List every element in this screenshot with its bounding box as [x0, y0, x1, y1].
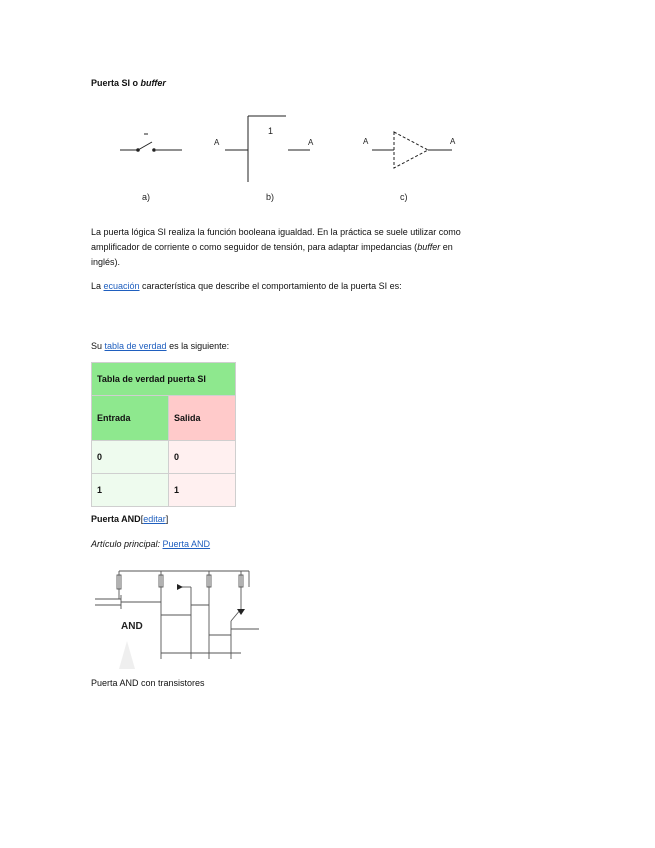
ansi-buffer-symbol	[372, 132, 452, 168]
header-salida: Salida	[169, 396, 236, 441]
edit-bracket-open: [	[140, 514, 144, 524]
paragraph-text: en	[440, 242, 453, 252]
watermark-shape	[119, 641, 135, 669]
truth-table	[91, 362, 236, 507]
table-title: Tabla de verdad puerta SI	[92, 363, 236, 396]
header-entrada: Entrada	[92, 396, 169, 441]
paragraph-line: inglés).	[91, 257, 121, 267]
cell-input: 0	[92, 441, 169, 474]
paragraph-line: La puerta lógica SI realiza la función booleana igualdad. En la práctica se suele utilizar como	[91, 227, 461, 237]
paragraph-italic: buffer	[417, 242, 441, 252]
label-input-b: A	[214, 138, 220, 147]
edit-bracket-close: ]	[165, 514, 169, 524]
caption-c: c)	[400, 192, 408, 202]
buffer-symbols-diagram	[110, 112, 470, 208]
table-row	[92, 441, 236, 474]
section-title-si	[91, 76, 166, 90]
ecuacion-link[interactable]: ecuación	[103, 281, 140, 291]
label-output-c: A	[450, 137, 456, 146]
main-article-label: Artículo principal:	[91, 539, 163, 549]
table-row	[92, 474, 236, 507]
and-transistor-circuit	[91, 565, 271, 670]
paragraph-text: Su	[91, 341, 105, 351]
label-input-c: A	[363, 137, 369, 146]
paragraph-truth-intro	[91, 339, 229, 353]
paragraph-equation	[91, 279, 402, 293]
paragraph-description	[91, 225, 551, 270]
circuit-caption: Puerta AND con transistores	[91, 678, 205, 688]
label-output-b: A	[308, 138, 314, 147]
paragraph-text: amplificador de corriente o como seguidor de tensión, para adaptar impedancias (	[91, 242, 418, 252]
diode-arrow-icon	[177, 584, 183, 590]
caption-a: a)	[142, 192, 151, 202]
table-title-row	[92, 363, 236, 396]
cell-input: 1	[92, 474, 169, 507]
section-title-and	[91, 512, 168, 526]
section-title-text: Puerta SI o	[91, 78, 141, 88]
paragraph-text: es la siguiente:	[166, 341, 230, 351]
tabla-de-verdad-link[interactable]: tabla de verdad	[104, 341, 167, 351]
caption-b: b)	[266, 192, 275, 202]
paragraph-text: característica que describe el comportamiento de la puerta SI es:	[139, 281, 402, 291]
section-title-italic: buffer	[140, 78, 166, 88]
switch-symbol	[120, 134, 182, 151]
main-article-note	[91, 537, 210, 551]
cell-output: 0	[169, 441, 236, 474]
paragraph-text: La	[91, 281, 104, 291]
paragraph-line	[91, 240, 551, 255]
circuit-label-and: AND	[121, 621, 143, 632]
edit-link[interactable]: editar	[143, 514, 166, 524]
label-one: 1	[268, 126, 274, 136]
section-title-text: Puerta AND	[91, 514, 141, 524]
cell-output: 1	[169, 474, 236, 507]
puerta-and-link[interactable]: Puerta AND	[162, 539, 211, 549]
table-header-row	[92, 396, 236, 441]
